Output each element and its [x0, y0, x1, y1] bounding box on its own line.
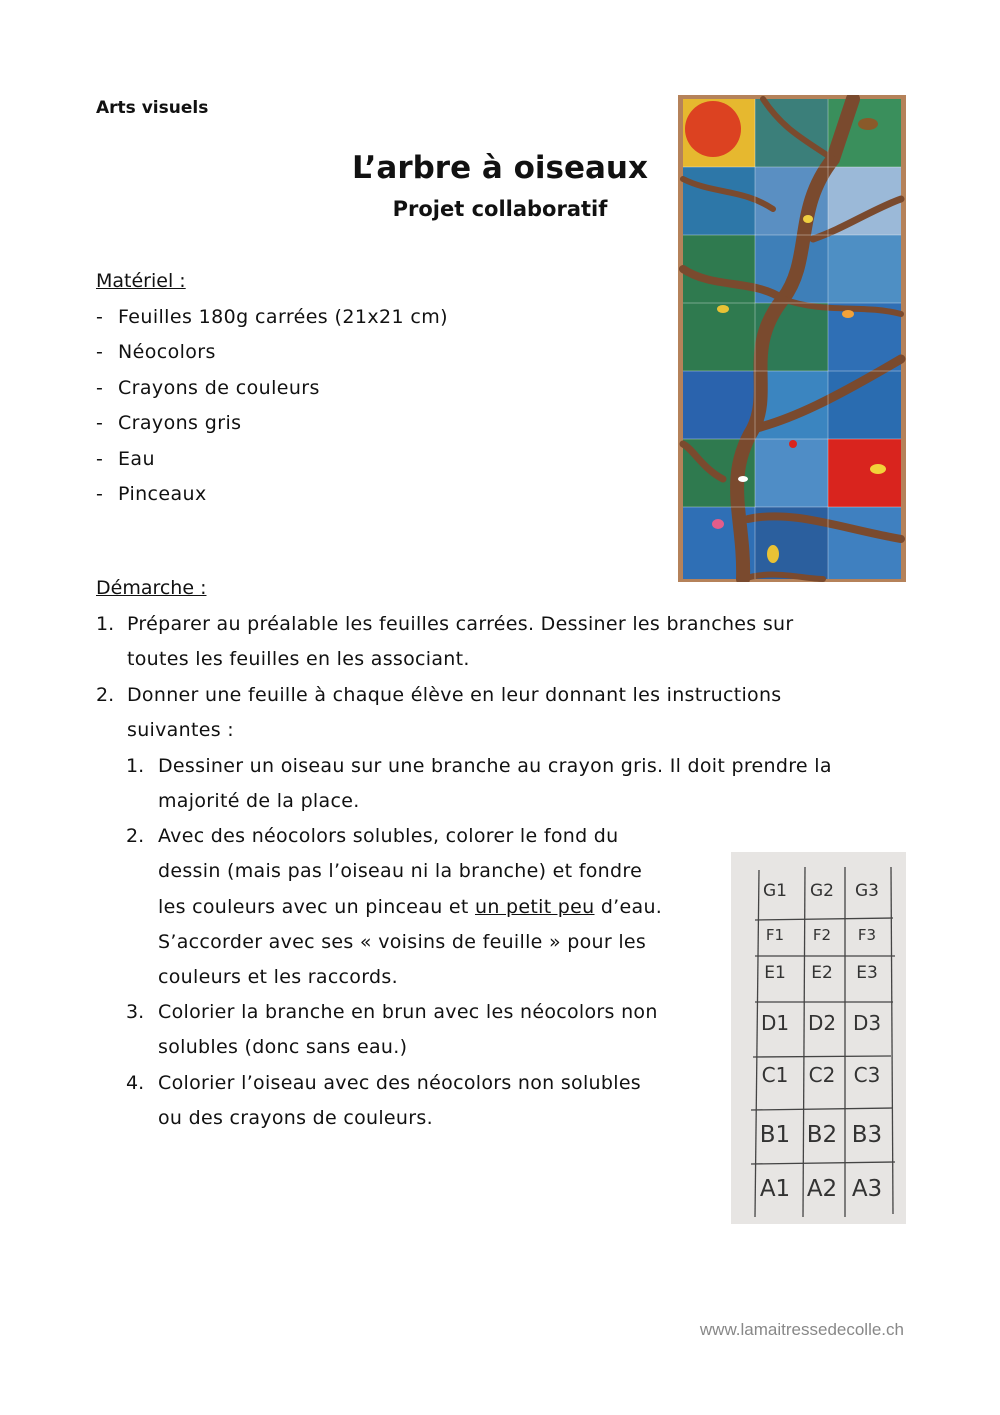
grid-cell-label: F1: [765, 926, 785, 944]
list-item: - Crayons de couleurs: [96, 371, 448, 406]
grid-cell-label: C3: [853, 1063, 881, 1087]
list-item: - Néocolors: [96, 335, 448, 370]
artwork-photo: [678, 95, 906, 582]
substep-number: 1.: [126, 755, 145, 777]
dash-bullet: -: [96, 306, 104, 328]
grid-cell-label: D1: [760, 1011, 790, 1035]
footer-website: www.lamaitressedecolle.ch: [699, 1320, 904, 1339]
grid-cell-label: D3: [852, 1011, 882, 1035]
dash-bullet: -: [96, 412, 104, 435]
list-item: - Crayons gris: [96, 406, 448, 441]
substep-number: 3.: [126, 1001, 145, 1023]
grid-cell-label: A2: [806, 1176, 838, 1202]
page-title: L’arbre à oiseaux: [352, 150, 648, 186]
list-item: - Eau: [96, 442, 448, 477]
grid-cell-label: E2: [811, 963, 833, 983]
page-subtitle: Projet collaboratif: [392, 197, 608, 221]
grid-cell-label: F3: [857, 926, 877, 944]
grid-cell-label: B2: [806, 1122, 838, 1148]
grid-cell-label: C1: [761, 1063, 789, 1087]
grid-cell-label: G3: [855, 881, 879, 901]
grid-cell-label: A1: [759, 1176, 791, 1202]
grid-cell-label: B3: [851, 1122, 883, 1148]
materiel-heading: Matériel :: [96, 270, 186, 292]
grid-cell-label: G2: [810, 881, 834, 901]
dash-bullet: -: [96, 341, 104, 364]
underlined-emphasis: un petit peu: [475, 895, 595, 918]
grid-cell-label: B1: [759, 1122, 791, 1148]
grid-cell-label: G1: [763, 881, 787, 901]
step-number: 2.: [96, 684, 115, 706]
list-item: - Feuilles 180g carrées (21x21 cm): [96, 300, 448, 335]
grid-cell-label: D2: [807, 1011, 837, 1035]
materials-list: [96, 300, 448, 512]
grid-layout-photo: [731, 852, 906, 1224]
demarche-heading: Démarche :: [96, 577, 207, 599]
grid-cell-label: E1: [764, 963, 786, 983]
substep-number: 4.: [126, 1072, 145, 1094]
dash-bullet: -: [96, 376, 104, 399]
grid-cell-label: F2: [812, 926, 832, 944]
dash-bullet: -: [96, 447, 104, 470]
subject-label: Arts visuels: [96, 98, 209, 118]
substep-number: 2.: [126, 825, 145, 847]
list-item: - Pinceaux: [96, 477, 448, 512]
grid-cell-label: A3: [851, 1176, 883, 1202]
bird-tree-artwork: [678, 95, 906, 582]
step-number: 1.: [96, 613, 115, 635]
grid-drawing: [731, 852, 906, 1224]
grid-cell-label: E3: [856, 963, 878, 983]
grid-cell-label: C2: [808, 1063, 836, 1087]
dash-bullet: -: [96, 482, 104, 505]
